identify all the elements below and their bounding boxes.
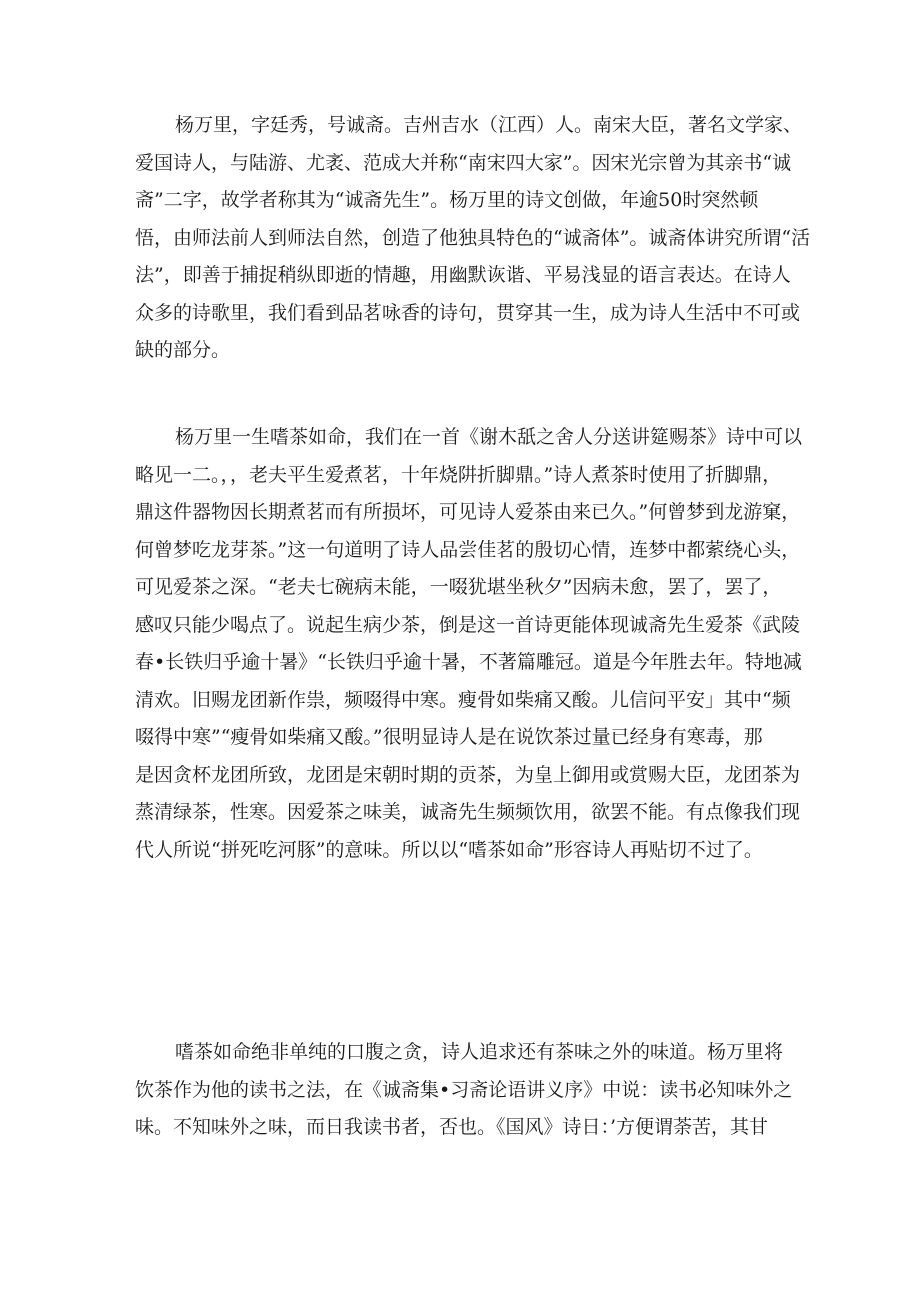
paragraph-line: 嗜茶如命绝非单纯的口腹之贪，诗人追求还有茶味之外的味道。杨万里将 [175, 1041, 784, 1063]
paragraph-line: 悟，由师法前人到师法自然，创造了他独具特色的“诚斋体”。诚斋体讲究所谓“活 [135, 226, 811, 249]
paragraph-1 [135, 107, 811, 370]
paragraph-line: 饮茶作为他的读书之法，在《诚斋集•习斋论语讲义序》中说：读书必知味外之 [135, 1078, 793, 1101]
paragraph-line: 爱国诗人，与陆游、尤袤、范成大并称“南宋四大家”。因宋光宗曾为其亲书“诚 [135, 151, 792, 174]
paragraph-line: 啜得中寒”“瘦骨如柴痛又酸。”很明显诗人是在说饮茶过量已经身有寒毒，那 [135, 726, 763, 748]
paragraph-line: 清欢。旧赐龙团新作祟，频啜得中寒。瘦骨如柴痛又酸。儿信问平安」其中“频 [135, 688, 791, 711]
paragraph-line: 代人所说“拼死吃河豚”的意味。所以以“嗜茶如命”形容诗人再贴切不过了。 [135, 838, 763, 861]
paragraph-line: 何曾梦吃龙芽茶。”这一句道明了诗人品尝佳茗的殷切心情，连梦中都萦绕心头， [135, 538, 801, 561]
paragraph-line: 众多的诗歌里，我们看到品茗咏香的诗句，贯穿其一生，成为诗人生活中不可或 [135, 301, 801, 324]
paragraph-line: 味。不知味外之味，而日我读书者，否也。《国风》诗日：’方便谓荼苦，其甘 [135, 1116, 769, 1138]
paragraph-line: 缺的部分。 [135, 339, 231, 361]
paragraph-line: 可见爱茶之深。“老夫七碗病未能，一啜犹堪坐秋夕”因病未愈，罢了，罢了， [135, 576, 782, 598]
paragraph-2 [135, 419, 803, 869]
paragraph-line: 杨万里一生嗜茶如命，我们在一首《谢木舐之舍人分送讲筵赐茶》诗中可以 [175, 426, 803, 448]
paragraph-line: 法”，即善于捕捉稍纵即逝的情趣，用幽默诙谐、平易浅显的语言表达。在诗人 [135, 264, 791, 286]
paragraph-3 [135, 1034, 795, 1147]
paragraph-line: 鼎这件器物因长期煮茗而有所损坏，可见诗人爱茶由来已久。”何曾梦到龙游窠， [135, 501, 801, 523]
paragraph-line: 春•长铁归乎逾十暑》“长铁归乎逾十暑，不著篇雕冠。道是今年胜去年。特地减 [135, 651, 802, 673]
paragraph-line: 斋”二字，故学者称其为“诚斋先生”。杨万里的诗文创做，年逾50时突然顿 [135, 189, 759, 211]
paragraph-line: 是因贪杯龙团所致，龙团是宋朝时期的贡茶，为皇上御用或赏赐大臣，龙团茶为 [135, 763, 801, 786]
paragraph-line: 感叹只能少喝点了。说起生病少茶，倒是这一首诗更能体现诚斋先生爱茶《武陵 [135, 613, 801, 636]
paragraph-line: 蒸清绿茶，性寒。因爱茶之味美，诚斋先生频频饮用，欲罢不能。有点像我们现 [135, 801, 801, 823]
paragraph-line: 略见一二。，，老夫平生爱煮茗，十年烧阱折脚鼎。”诗人煮茶时使用了折脚鼎， [135, 463, 782, 486]
paragraph-line: 杨万里，字廷秀，号诚斋。吉州吉水（江西）人。南宋大臣，著名文学家、 [175, 114, 803, 136]
